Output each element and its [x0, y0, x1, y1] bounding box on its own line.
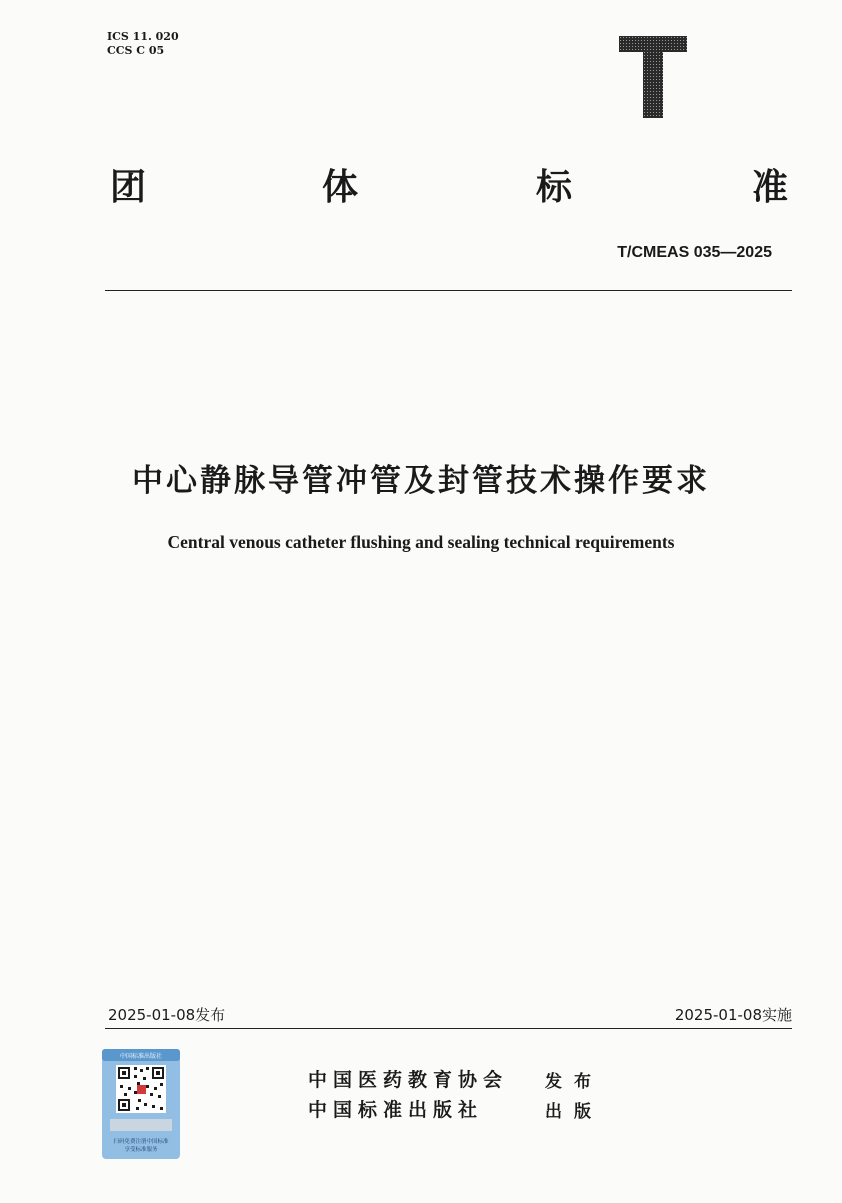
standard-type-letter-logo [619, 36, 687, 118]
ccs-code: CCS C 05 [107, 44, 165, 57]
standard-number: T/CMEAS 035—2025 [617, 244, 772, 261]
qr-bottom-text: 享受标准服务 [124, 1147, 158, 1153]
classification-codes [107, 30, 179, 58]
category-char: 准 [751, 167, 788, 208]
qr-bottom-text: 扫码免费注册中国标准 [113, 1139, 169, 1145]
publish-date: 2025-01-08发布 [108, 1006, 226, 1024]
footer-divider [105, 1028, 792, 1029]
printer-action: 出版 [545, 1102, 603, 1122]
title-chinese: 中心静脉导管冲管及封管技术操作要求 [132, 463, 710, 499]
header-divider [105, 290, 792, 291]
qr-code-label [102, 1049, 180, 1159]
publisher-action: 发布 [545, 1072, 603, 1092]
category-char: 标 [536, 167, 573, 208]
category-char: 体 [322, 167, 359, 208]
printer-org: 中国标准出版社 [308, 1099, 484, 1121]
qr-top-text: 中国标准出版社 [119, 1053, 163, 1060]
category-char: 团 [110, 167, 147, 208]
publisher-org: 中国医药教育协会 [308, 1069, 509, 1091]
implement-date: 2025-01-08实施 [674, 1006, 792, 1024]
document-category [110, 166, 790, 210]
ics-code: ICS 11. 020 [107, 30, 179, 43]
title-english: Central venous catheter flushing and sealing technical requirements [167, 532, 675, 552]
